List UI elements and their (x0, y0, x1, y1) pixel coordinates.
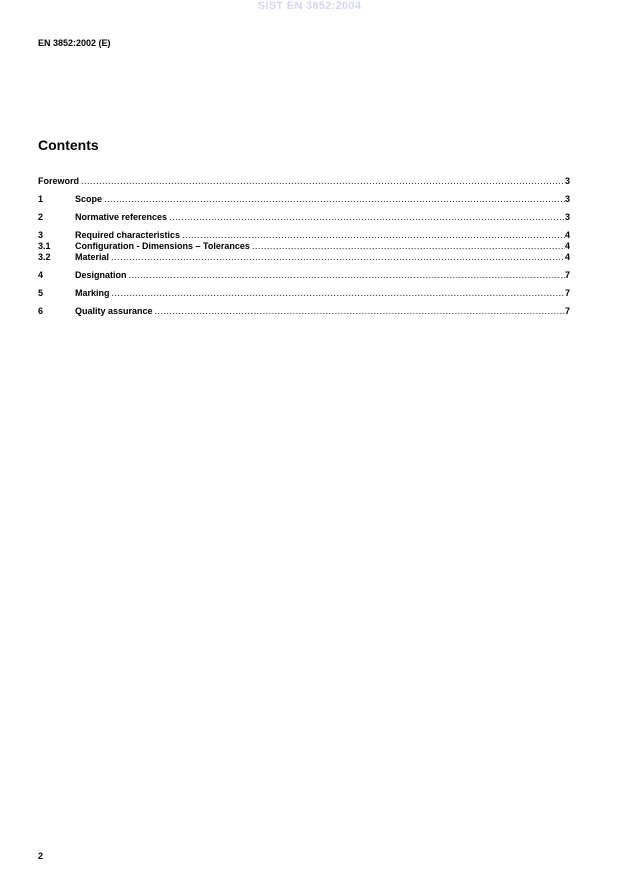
toc-entry-title: Designation (75, 270, 127, 280)
toc-entry-required-characteristics[interactable] (38, 230, 570, 241)
toc-entry-page: 7 (564, 306, 570, 316)
toc-entry-material[interactable] (38, 252, 570, 263)
toc-entry-foreword[interactable] (38, 176, 570, 187)
toc-entry-number: 3.1 (38, 241, 51, 251)
toc-entry-configuration[interactable] (38, 241, 570, 252)
toc-entry-page: 4 (564, 230, 570, 240)
toc-entry-number: 5 (38, 288, 44, 298)
toc-entry-page: 7 (564, 270, 570, 280)
toc-entry-page: 3 (564, 176, 570, 186)
toc-entry-page: 3 (564, 212, 570, 222)
toc-entry-page: 4 (564, 252, 570, 262)
toc-leader-dots (129, 270, 565, 281)
toc-entry-title: Configuration - Dimensions – Tolerances (75, 241, 250, 251)
watermark: SIST EN 3852:2004 (257, 0, 362, 12)
toc-leader-dots (111, 252, 565, 263)
toc-entry-number: 3 (38, 230, 44, 240)
document-id: EN 3852:2002 (E) (38, 38, 111, 48)
toc-leader-dots (169, 212, 565, 223)
toc-entry-number: 6 (38, 306, 44, 316)
toc-entry-page: 3 (564, 194, 570, 204)
toc-entry-title: Foreword (38, 176, 80, 186)
toc-leader-dots (112, 288, 565, 299)
toc-entry-quality-assurance[interactable] (38, 306, 570, 317)
toc-entry-normative-references[interactable] (38, 212, 570, 223)
toc-entry-number: 1 (38, 194, 44, 204)
toc-leader-dots (81, 176, 565, 187)
toc-entry-title: Scope (75, 194, 103, 204)
toc-entry-page: 7 (564, 288, 570, 298)
toc-entry-title: Quality assurance (75, 306, 153, 316)
toc-entry-marking[interactable] (38, 288, 570, 299)
toc-entry-number: 4 (38, 270, 44, 280)
page-number: 2 (38, 851, 44, 861)
toc-leader-dots (252, 241, 565, 252)
toc-entry-scope[interactable] (38, 194, 570, 205)
toc-entry-number: 3.2 (38, 252, 51, 262)
toc-entry-title: Normative references (75, 212, 168, 222)
toc-entry-number: 2 (38, 212, 44, 222)
toc-entry-title: Required characteristics (75, 230, 181, 240)
toc-leader-dots (155, 306, 565, 317)
contents-heading: Contents (38, 137, 99, 153)
toc-entry-title: Marking (75, 288, 110, 298)
toc-entry-title: Material (75, 252, 110, 262)
toc-entry-designation[interactable] (38, 270, 570, 281)
toc-entry-page: 4 (564, 241, 570, 251)
table-of-contents (38, 176, 570, 317)
toc-leader-dots (182, 230, 565, 241)
toc-leader-dots (104, 194, 565, 205)
